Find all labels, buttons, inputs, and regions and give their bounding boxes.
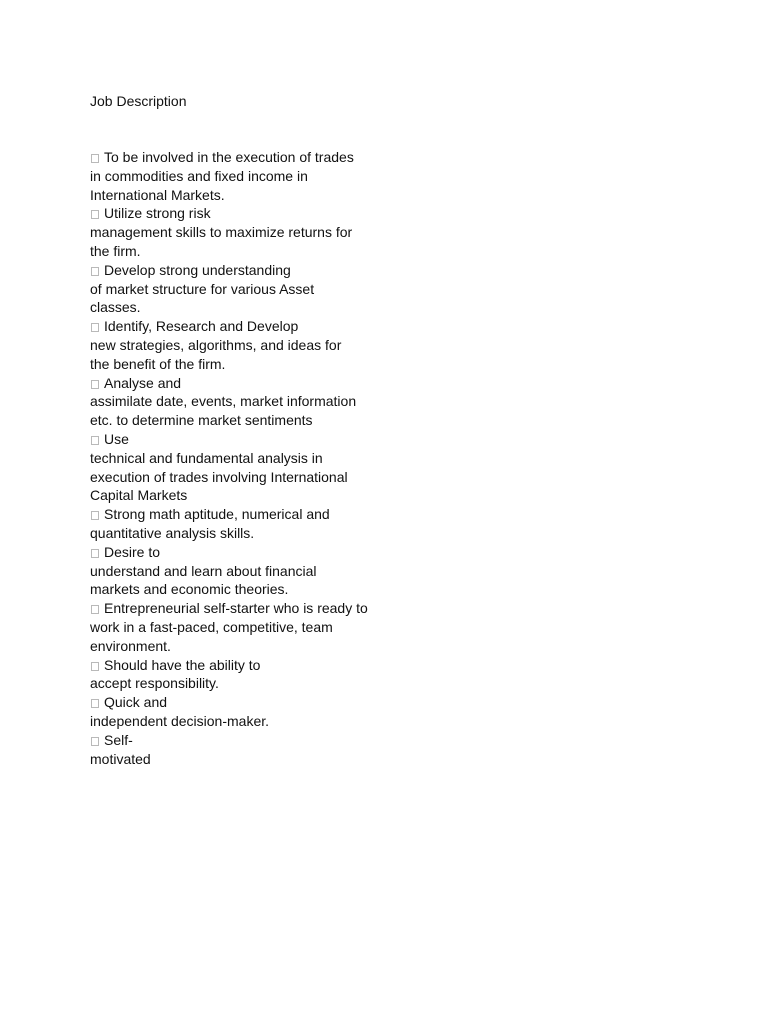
list-item-text: International Markets. bbox=[90, 186, 225, 203]
bullet-box-icon bbox=[91, 210, 99, 219]
bullet-box-icon bbox=[91, 549, 99, 558]
job-description-list bbox=[90, 148, 450, 768]
bullet-box-icon bbox=[91, 154, 99, 163]
list-item bbox=[90, 599, 450, 655]
bullet-box-icon bbox=[91, 511, 99, 520]
list-item-text: execution of trades involving International bbox=[90, 468, 348, 485]
list-item bbox=[90, 430, 450, 505]
bullet-box-icon bbox=[91, 662, 99, 671]
list-item-text: in commodities and fixed income in bbox=[90, 167, 308, 184]
list-item bbox=[90, 731, 450, 769]
list-item bbox=[90, 656, 450, 694]
list-item-text: Develop strong understanding bbox=[104, 261, 291, 278]
list-item bbox=[90, 693, 450, 731]
bullet-box-icon bbox=[91, 436, 99, 445]
list-item-text: environment. bbox=[90, 637, 171, 654]
list-item-text: the benefit of the firm. bbox=[90, 355, 226, 372]
list-item-text: technical and fundamental analysis in bbox=[90, 449, 323, 466]
list-item-text: Capital Markets bbox=[90, 487, 188, 504]
list-item-text: Analyse and bbox=[104, 374, 182, 391]
list-item bbox=[90, 505, 450, 543]
list-item-text: Utilize strong risk bbox=[104, 205, 211, 222]
list-item-text: the firm. bbox=[90, 242, 141, 259]
list-item-text: understand and learn about financial bbox=[90, 562, 317, 579]
list-item-text: new strategies, algorithms, and ideas for bbox=[90, 336, 342, 353]
list-item-text: etc. to determine market sentiments bbox=[90, 412, 313, 429]
list-item-text: Strong math aptitude, numerical and bbox=[104, 506, 330, 523]
list-item-text: classes. bbox=[90, 299, 141, 316]
list-item bbox=[90, 204, 450, 260]
bullet-box-icon bbox=[91, 737, 99, 746]
document-title: Job Description bbox=[90, 93, 187, 109]
list-item-text: Should have the ability to bbox=[104, 656, 261, 673]
bullet-box-icon bbox=[91, 699, 99, 708]
list-item-text: Use bbox=[104, 430, 129, 447]
bullet-box-icon bbox=[91, 267, 99, 276]
list-item-text: quantitative analysis skills. bbox=[90, 524, 255, 541]
list-item-text: work in a fast-paced, competitive, team bbox=[90, 618, 333, 635]
list-item-text: Identify, Research and Develop bbox=[104, 318, 299, 335]
list-item-text: markets and economic theories. bbox=[90, 581, 289, 598]
bullet-box-icon bbox=[91, 605, 99, 614]
list-item-text: Desire to bbox=[104, 543, 161, 560]
bullet-box-icon bbox=[91, 380, 99, 389]
list-item bbox=[90, 543, 450, 599]
list-item bbox=[90, 374, 450, 430]
list-item bbox=[90, 148, 450, 204]
list-item-text: assimilate date, events, market information bbox=[90, 393, 357, 410]
list-item-text: independent decision-maker. bbox=[90, 712, 270, 729]
list-item bbox=[90, 317, 450, 373]
bullet-box-icon bbox=[91, 323, 99, 332]
list-item-text: Entrepreneurial self-starter who is ready to bbox=[104, 600, 368, 617]
list-item-text: management skills to maximize returns for bbox=[90, 224, 353, 241]
list-item-text: Self- bbox=[104, 731, 133, 748]
list-item-text: Quick and bbox=[104, 694, 168, 711]
list-item-text: of market structure for various Asset bbox=[90, 280, 315, 297]
list-item-text: To be involved in the execution of trades bbox=[104, 149, 354, 165]
list-item-text: accept responsibility. bbox=[90, 675, 219, 692]
list-item bbox=[90, 261, 450, 317]
list-item-text: motivated bbox=[90, 750, 151, 767]
